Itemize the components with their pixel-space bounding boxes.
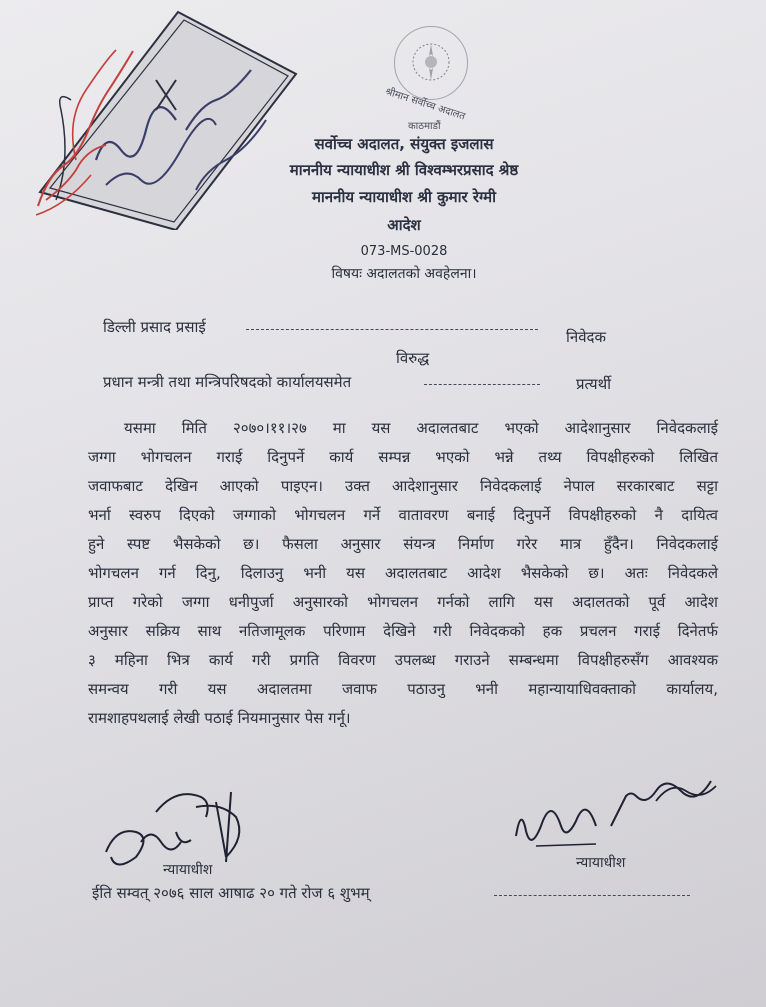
body-line: समन्वय गरी यस अदालतमा जवाफ पठाउनु भनी महान्यायाधिवक्ताको कार्यालय, — [88, 680, 718, 698]
body-line: भर्ना स्वरुप दिएको जग्गाको भोगचलन गर्ने वातावरण बनाई दिनुपर्ने विपक्षीहरुको नै दायित्व — [88, 506, 718, 524]
respondent-name: प्रधान मन्त्री तथा मन्त्रिपरिषदको कार्यालयसमेत — [103, 373, 352, 391]
footer-dash-line — [494, 895, 690, 896]
seal-text-top: श्रीमान सर्वोच्च अदालत — [383, 86, 467, 123]
body-line: रामशाहपथलाई लेखी पठाई नियमानुसार पेस गर्नू। — [88, 709, 351, 727]
court-seal — [372, 22, 482, 137]
case-number: 073-MS-0028 — [360, 244, 448, 259]
footer-date-line: ईति सम्वत् २०७६ साल आषाढ २० गते रोज ६ शुभम् — [92, 884, 370, 902]
body-line: ३ महिना भित्र कार्य गरी प्रगति विवरण उपलब्ध गराउने सम्बन्धमा विपक्षीहरुसँग आवश्यक — [88, 651, 718, 669]
order-body — [88, 414, 718, 733]
body-line: जवाफबाट देखिन आएको पाइएन। उक्त आदेशानुसार निवेदकलाई नेपाल सरकारबाट सट्टा — [88, 477, 718, 495]
seal-emblem-mark — [402, 32, 460, 92]
petitioner-name: डिल्ली प्रसाद प्रसाई — [103, 318, 206, 336]
body-line: हुने स्पष्ट भैसकेको छ। फैसला अनुसार संयन्त्र निर्माण गरेर मात्र हुँदैन। निवेदकलाई — [88, 535, 718, 553]
seal-text-bottom: काठमाडौं — [408, 121, 441, 132]
body-line: अनुसार सक्रिय साथ नतिजामूलक परिणाम देखिने गरी निवेदकको हक प्रचलन गराई दिनेतर्फ — [88, 622, 718, 640]
versus-label: विरुद्ध — [396, 349, 430, 367]
judge-1: माननीय न्यायाधीश श्री विश्वम्भरप्रसाद श्रेष्ठ — [289, 161, 519, 179]
order-title: आदेश — [387, 216, 421, 234]
petitioner-role: निवेदक — [566, 328, 607, 346]
left-judge-label: न्यायाधीश — [163, 862, 213, 878]
left-judge-signature — [96, 782, 266, 866]
right-judge-label: न्यायाधीश — [576, 855, 626, 871]
body-line: भोगचलन गर्न दिनु, दिलाउनु भनी यस अदालतबाट आदेश भैसकेको छ। अतः निवेदकले — [88, 564, 718, 582]
respondent-dash-line — [424, 384, 540, 385]
body-line: प्राप्त गरेको जग्गा धनीपुर्जा अनुसारको भोगचलन गर्नको लागि यस अदालतको पूर्व आदेश — [88, 593, 718, 611]
right-judge-signature — [506, 776, 722, 858]
subject-line: विषयः अदालतको अवहेलना। — [331, 266, 477, 282]
court-name: सर्वोच्च अदालत, संयुक्त इजलास — [314, 135, 494, 153]
judge-2: माननीय न्यायाधीश श्री कुमार रेग्मी — [311, 188, 497, 206]
petitioner-dash-line — [246, 329, 538, 330]
respondent-role: प्रत्यर्थी — [576, 375, 612, 393]
body-line: यसमा मिति २०७०।११।२७ मा यस अदालतबाट भएको आदेशानुसार निवेदकलाई — [124, 419, 718, 437]
body-line: जग्गा भोगचलन गराई दिनुपर्ने कार्य सम्पन्न भएको भन्ने तथ्य विपक्षीहरुको लिखित — [88, 448, 718, 466]
